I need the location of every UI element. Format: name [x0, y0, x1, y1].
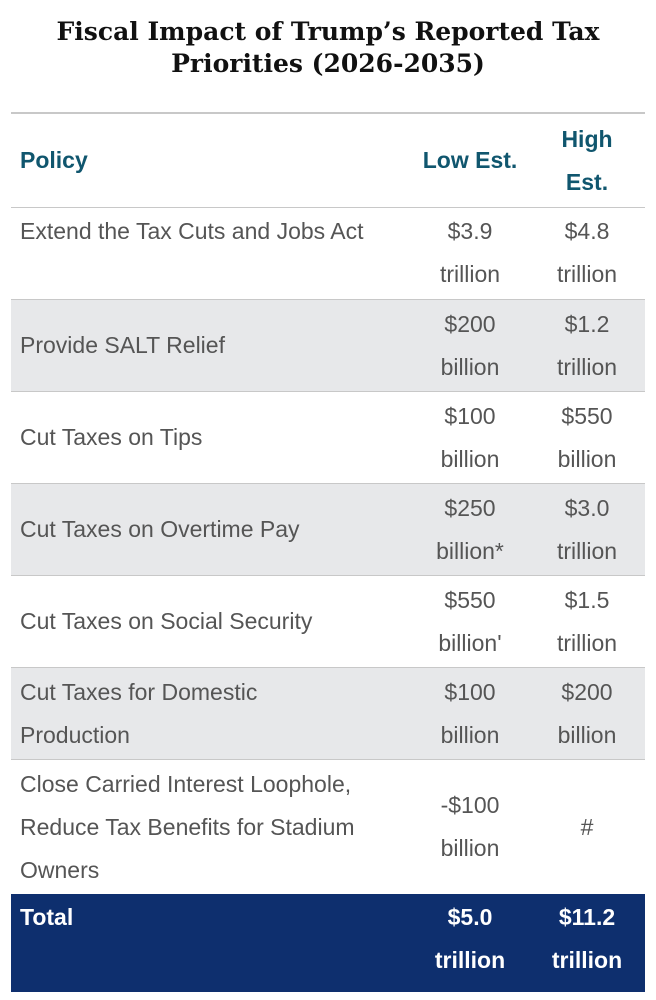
policy-cell: [11, 671, 411, 757]
high-est-cell: [529, 671, 645, 757]
low-amount: $550: [444, 586, 496, 613]
table-row: [11, 668, 645, 760]
policy-text: Provide SALT Relief: [20, 332, 225, 358]
low-est-cell: [411, 303, 529, 389]
low-unit: billion: [440, 835, 500, 861]
policy-cell: [11, 600, 411, 643]
policy-cell: [11, 508, 411, 551]
table-row: [11, 208, 645, 300]
low-est-cell: [411, 579, 529, 665]
high-est-cell: [529, 208, 645, 296]
total-low-est: [411, 894, 529, 982]
policy-text: Cut Taxes on Tips: [20, 424, 203, 450]
total-high-unit: trillion: [551, 947, 623, 973]
header-high-line1: High: [561, 125, 613, 152]
high-amount: $1.2: [564, 310, 610, 337]
low-unit: billion': [438, 629, 502, 656]
high-amount: $3.0: [564, 494, 610, 521]
table-header-row: [11, 114, 645, 208]
high-est-cell: [529, 579, 645, 665]
high-est-cell: [529, 303, 645, 389]
low-est-cell: [411, 784, 529, 870]
low-est-cell: [411, 208, 529, 296]
low-amount: $100: [444, 678, 496, 705]
total-low-amount: $5.0: [447, 904, 493, 930]
table-row: [11, 392, 645, 484]
policy-text-line1: Close Carried Interest Loophole,: [20, 770, 352, 797]
total-row: [11, 894, 645, 992]
table-row: [11, 760, 645, 894]
policy-cell: [11, 208, 411, 253]
high-unit: trillion: [556, 629, 618, 656]
total-high-amount: $11.2: [558, 904, 616, 930]
header-low-est: Low Est.: [422, 147, 518, 173]
low-unit: trillion: [439, 261, 501, 287]
high-amount: #: [580, 813, 594, 840]
policy-text: Extend the Tax Cuts and Jobs Act: [20, 218, 364, 244]
policy-cell: [11, 763, 411, 892]
high-unit: billion: [557, 445, 617, 472]
low-amount: $250: [444, 494, 496, 521]
policy-cell: [11, 416, 411, 459]
title-line-2: Priorities (2026-2035): [171, 49, 485, 78]
high-unit: trillion: [556, 353, 618, 380]
total-high-est: [529, 894, 645, 982]
policy-text-line3: Owners: [20, 856, 100, 883]
fiscal-impact-table: [11, 112, 645, 992]
table-row: [11, 300, 645, 392]
policy-text-line2: Reduce Tax Benefits for Stadium: [20, 813, 355, 840]
table-row: [11, 484, 645, 576]
low-amount: $200: [444, 310, 496, 337]
policy-cell: [11, 324, 411, 367]
high-est-cell: [529, 806, 645, 849]
high-amount: $550: [561, 402, 613, 429]
low-amount: $100: [444, 402, 496, 429]
high-est-cell: [529, 487, 645, 573]
high-amount: $200: [561, 678, 613, 705]
low-unit: billion*: [436, 537, 504, 564]
low-est-cell: [411, 487, 529, 573]
low-unit: billion: [440, 721, 500, 748]
high-unit: trillion: [556, 261, 618, 287]
page-title: [0, 16, 656, 80]
policy-text: Cut Taxes on Overtime Pay: [20, 516, 300, 542]
low-unit: billion: [440, 445, 500, 472]
policy-text: Cut Taxes on Social Security: [20, 608, 313, 634]
header-high-est: [529, 118, 645, 204]
low-unit: billion: [440, 353, 500, 380]
low-est-cell: [411, 395, 529, 481]
high-amount: $1.5: [564, 586, 610, 613]
low-est-cell: [411, 671, 529, 757]
header-high-line2: Est.: [565, 168, 609, 195]
policy-text-line2: Production: [20, 721, 130, 748]
high-amount: $4.8: [564, 218, 610, 244]
title-line-1: Fiscal Impact of Trump’s Reported Tax: [56, 17, 600, 46]
total-label: Total: [20, 904, 74, 930]
total-low-unit: trillion: [434, 947, 506, 973]
low-amount: $3.9: [447, 218, 493, 244]
high-unit: billion: [557, 721, 617, 748]
header-policy: Policy: [20, 147, 88, 173]
policy-text-line1: Cut Taxes for Domestic: [20, 678, 258, 705]
high-unit: trillion: [556, 537, 618, 564]
low-amount: -$100: [440, 792, 500, 818]
table-row: [11, 576, 645, 668]
high-est-cell: [529, 395, 645, 481]
